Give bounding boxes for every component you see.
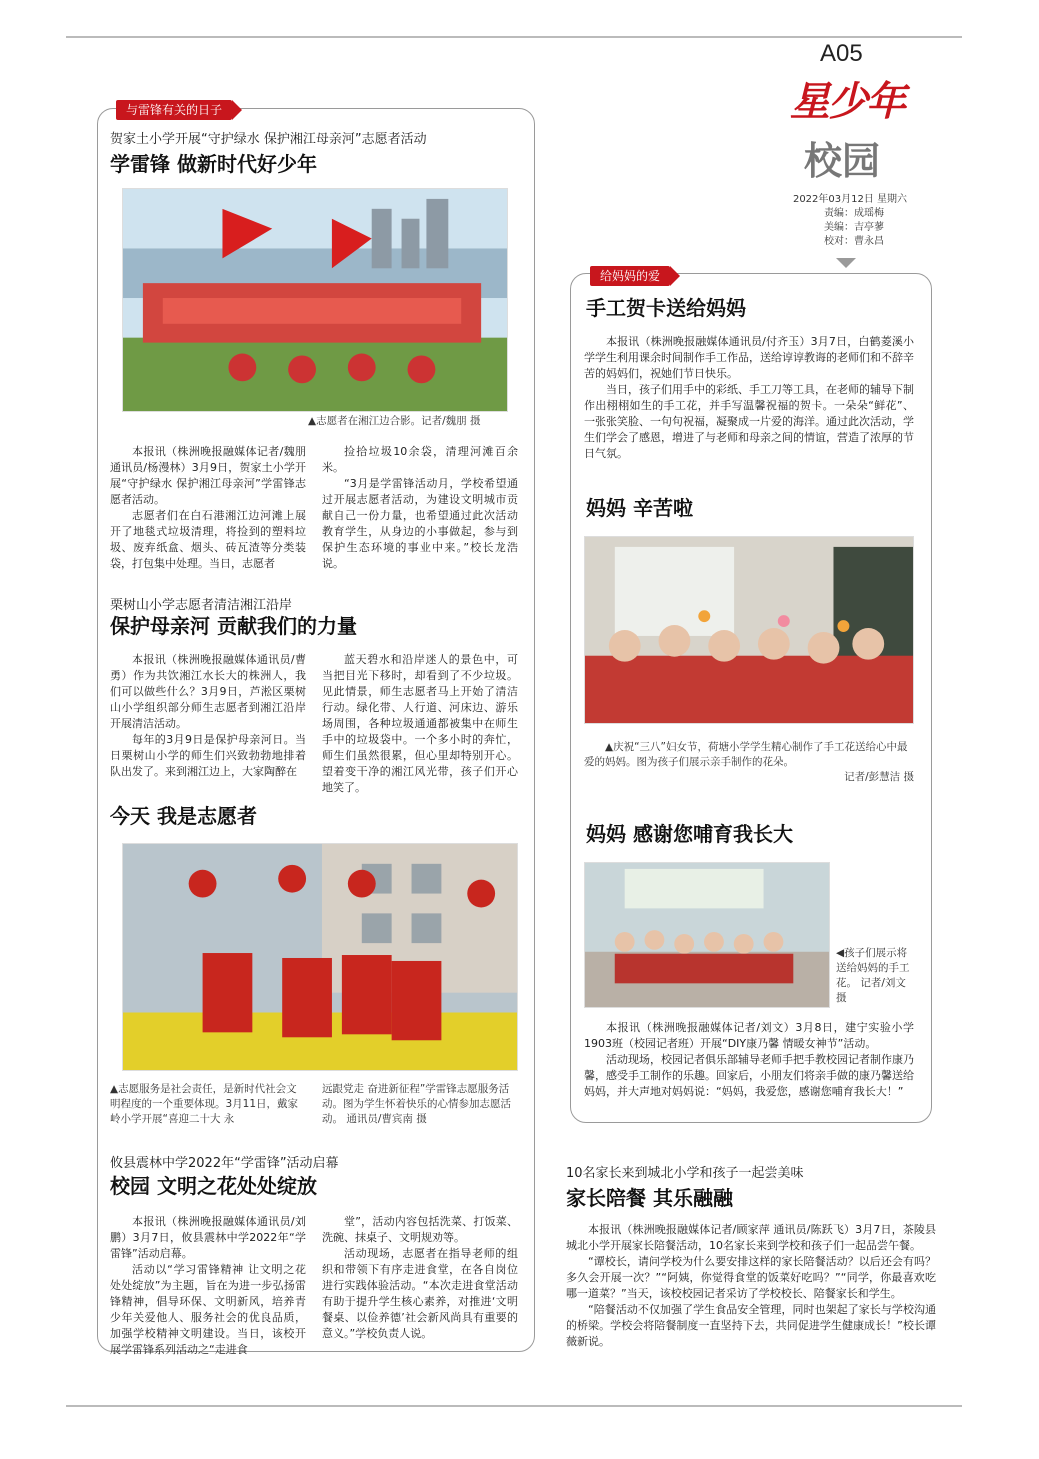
section-tag-mother: 给妈妈的爱 bbox=[590, 266, 670, 286]
article-headline: 手工贺卡送给妈妈 bbox=[586, 296, 746, 320]
photo-handmade-flowers bbox=[584, 536, 914, 724]
article-headline: 妈妈 辛苦啦 bbox=[586, 496, 693, 520]
article-headline: 家长陪餐 其乐融融 bbox=[566, 1186, 733, 1210]
top-rule bbox=[66, 36, 962, 38]
photo-caption-col1: ▲志愿服务是社会责任，是新时代社会文明程度的一个重要体现。3月11日，戴家岭小学开展“喜迎二十大 永 bbox=[110, 1083, 299, 1125]
article-kicker: 贺家土小学开展“守护绿水 保护湘江母亲河”志愿者活动 bbox=[110, 132, 427, 147]
article-kicker: 10名家长来到城北小学和孩子一起尝美味 bbox=[566, 1166, 804, 1181]
article-headline: 校园 文明之花处处绽放 bbox=[110, 1174, 317, 1198]
article-body-col2: 蓝天碧水和沿岸迷人的景色中，可当把目光下移时，却看到了不少垃圾。见此情景，师生志愿者马上开始了清洁行动。绿化带、人行道、河床边、游乐场周围，各种垃圾通通都被集中在师生手中的垃圾袋中。一个多小时的奔忙，师生们虽然很累，但心里却特别开心。望着变干净的湘江风光带，孩子们开心地笑了。 bbox=[322, 653, 518, 794]
photo-credit: 记者/彭慧洁 摄 bbox=[844, 771, 914, 783]
photo-caption: ◀孩子们展示将送给妈妈的手工花。 记者/刘文 摄 bbox=[836, 947, 910, 1004]
page-number: A05 bbox=[820, 40, 863, 67]
article-body: 本报讯（株洲晚报融媒体记者/顾家萍 通讯员/陈跃飞）3月7日，茶陵县城北小学开展家长陪餐活动，10名家长来到学校和孩子们一起品尝午餐。 “谭校长，请问学校为什么要安排这样的家长陪餐活动？以后还会有吗？多久会开展一次？”“阿姨，你觉得食堂的饭菜好吃吗？”“同学，你最喜欢吃哪一道菜？”当天，该校校园记者采访了学校校长、陪餐家长和学生。 “陪餐活动不仅加强了学生食品安全管理，同时也架起了家长与学校沟通的桥梁。学校会将陪餐制度一直坚持下去，共同促进学生健康成长！”校长谭薇新说。 bbox=[566, 1223, 936, 1348]
issue-date: 2022年03月12日 星期六 bbox=[792, 194, 908, 205]
article-headline: 今天 我是志愿者 bbox=[110, 804, 257, 828]
brand-title: 星少年 bbox=[790, 79, 904, 125]
editor-credit: 责编：成瑶梅 bbox=[824, 208, 884, 219]
section-tag-lei-feng: 与雷锋有关的日子 bbox=[116, 100, 232, 120]
photo-caption: ▲志愿者在湘江边合影。记者/魏朋 摄 bbox=[308, 415, 481, 427]
photo-caption-col2: 远跟党走 奋进新征程”学雷锋志愿服务活动。图为学生怀着快乐的心情参加志愿活动。 通讯员/曹宾南 摄 bbox=[322, 1083, 511, 1125]
article-kicker: 攸县震林中学2022年“学雷锋”活动启幕 bbox=[110, 1156, 339, 1171]
article-body-col2: 堂”，活动内容包括洗菜、打饭菜、洗碗、抹桌子、文明规劝等。 活动现场，志愿者在指导老师的组织和带领下有序走进食堂，在各自岗位进行实践体验活动。“本次走进食堂活动有助于提升学生核心素养，对推进‘文明餐桌、以俭养德’社会新风尚具有重要的意义。”学校负责人说。 bbox=[322, 1215, 518, 1340]
section-logo bbox=[790, 70, 910, 190]
article-body-col1: 本报讯（株洲晚报融媒体通讯员/刘鹏）3月7日，攸县震林中学2022年“学雷锋”活动启幕。 活动以“学习雷锋精神 让文明之花处处绽放”为主题，旨在为进一步弘扬雷锋精神，倡导环保、文明新风，培养青少年关爱他人、服务社会的优良品质，加强学校精神文明建设。当日，该校开展学雷锋系列活动之“走进食 bbox=[110, 1215, 306, 1356]
article-headline: 学雷锋 做新时代好少年 bbox=[110, 152, 317, 176]
photo-volunteer-children bbox=[122, 843, 518, 1071]
article-body: 本报讯（株洲晚报融媒体通讯员/付齐玉）3月7日，白鹤菱溪小学学生利用课余时间制作手工作品，送给谆谆教诲的老师们和不辞辛苦的妈妈们，祝她们节日快乐。 当日，孩子们用手中的彩纸、手工刀等工具，在老师的辅导下制作出栩栩如生的手工花，并手写温馨祝福的贺卡。一朵朵“鲜花”、一张张笑脸、一句句祝福，凝聚成一片爱的海洋。通过此次活动，学生们学会了感恩，增进了与老师和母亲之间的情谊，营造了浓厚的节日气氛。 bbox=[584, 335, 914, 460]
photo-river-volunteers bbox=[122, 188, 508, 412]
article-headline: 妈妈 感谢您哺育我长大 bbox=[586, 822, 793, 846]
photo-caption: ▲庆祝“三八”妇女节，荷塘小学学生精心制作了手工花送给心中最爱的妈妈。图为孩子们展示亲手制作的花朵。 bbox=[584, 741, 908, 768]
article-headline: 保护母亲河 贡献我们的力量 bbox=[110, 614, 357, 638]
brand-subtitle: 校园 bbox=[804, 139, 881, 183]
designer-credit: 美编：吉亭蓼 bbox=[824, 222, 884, 233]
bottom-rule bbox=[66, 1405, 962, 1407]
masthead-meta bbox=[780, 193, 920, 249]
article-body-col1: 本报讯（株洲晚报融媒体通讯员/曹勇）作为共饮湘江水长大的株洲人，我们可以做些什么？3月9日，芦淞区栗树山小学组织部分师生志愿者到湘江沿岸开展清洁活动。 每年的3月9日是保护母亲河日。当日栗树山小学的师生们兴致勃勃地排着队出发了。来到湘江边上，大家陶醉在 bbox=[110, 653, 306, 778]
proofreader-credit: 校对：曹永昌 bbox=[824, 236, 884, 247]
article-body-col2: 捡拾垃圾10余袋，清理河滩百余米。 “3月是学雷锋活动月，学校希望通过开展志愿者活动，为建设文明城市贡献自己一份力量，也希望通过此次活动教育学生，从身边的小事做起，参与到保护生态环境的事业中来。”校长龙浩说。 bbox=[322, 445, 518, 570]
masthead-pointer bbox=[836, 258, 856, 268]
photo-class-flowers bbox=[584, 862, 830, 1008]
article-kicker: 栗树山小学志愿者清洁湘江沿岸 bbox=[110, 598, 293, 613]
article-body-col1: 本报讯（株洲晚报融媒体记者/魏朋 通讯员/杨漫林）3月9日，贺家土小学开展“守护绿水 保护湘江母亲河”学雷锋志愿者活动。 志愿者们在白石港湘江边河滩上展开了地毯式垃圾清理，将捡到的塑料垃圾、废弃纸盒、烟头、砖瓦渣等分类装袋，打包集中处理。当日，志愿者 bbox=[110, 445, 306, 570]
article-body: 本报讯（株洲晚报融媒体记者/刘文）3月8日，建宁实验小学1903班（校园记者班）开展“DIY康乃馨 情暖女神节”活动。 活动现场，校园记者俱乐部辅导老师手把手教校园记者制作康乃馨，感受手工制作的乐趣。回家后，小朋友们将亲手做的康乃馨送给妈妈，并大声地对妈妈说：“妈妈，我爱您，感谢您哺育我长大！” bbox=[584, 1021, 914, 1098]
